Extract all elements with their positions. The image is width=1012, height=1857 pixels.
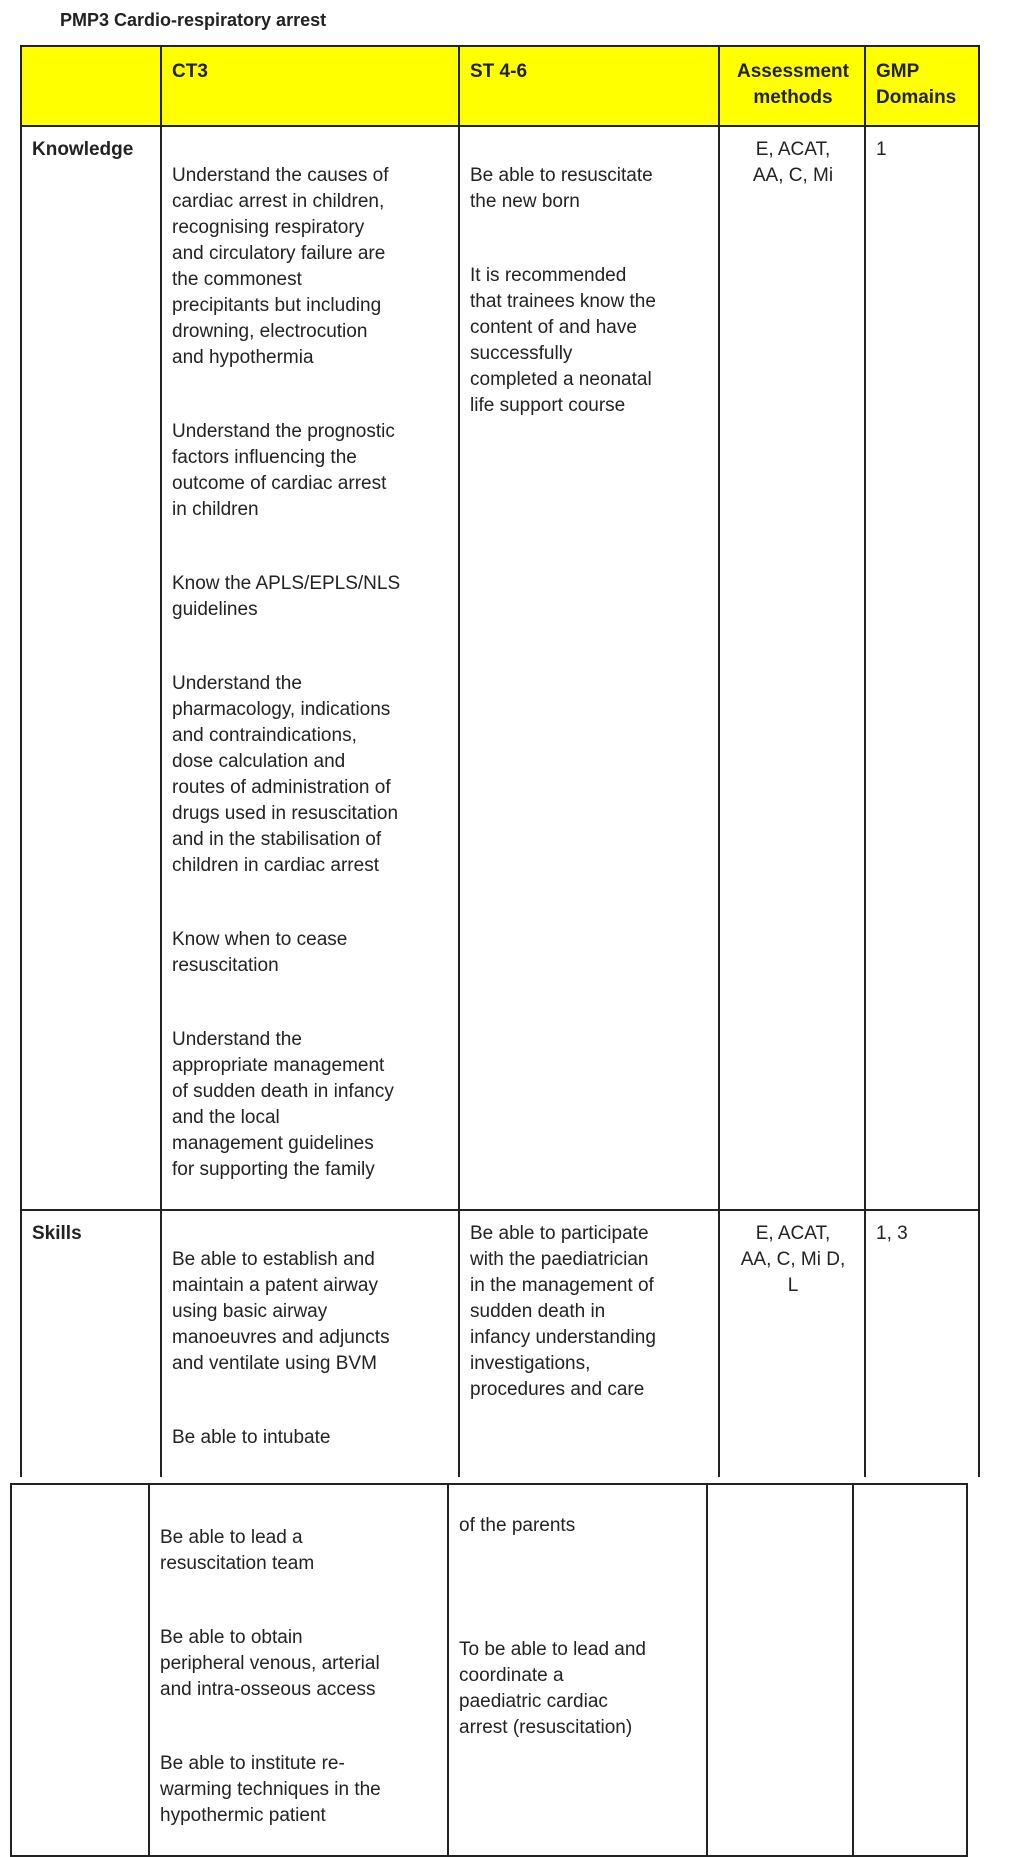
knowledge-ct3-item: Understand the causes of cardiac arrest in children, recognising respiratory and circulatory failure are the commonest precipitants but including drowning, electrocution and hypothermia (172, 165, 389, 368)
header-st: ST 4-6 (459, 46, 719, 126)
document-title: PMP3 Cardio-respiratory arrest (60, 10, 327, 30)
knowledge-st (459, 126, 719, 1210)
header-ct3: CT3 (161, 46, 459, 126)
skills-st: Be able to participate with the paediatrician in the management of sudden death in infancy understanding investigations, procedures and care (459, 1210, 719, 1477)
header-blank (21, 46, 161, 126)
skills-ct3 (161, 1210, 459, 1477)
skills-ct3-continued (149, 1484, 448, 1856)
skills-gmp: 1, 3 (865, 1210, 979, 1477)
skills-assessment-continued (707, 1484, 853, 1856)
skills-ct3-item: Be able to obtain peripheral venous, arterial and intra-osseous access (160, 1627, 380, 1700)
knowledge-st-item: Be able to resuscitate the new born (470, 165, 653, 212)
skills-st-continued (448, 1484, 707, 1856)
skills-st-item: To be able to lead and coordinate a paediatric cardiac arrest (resuscitation) (459, 1639, 646, 1738)
competency-table-page2 (10, 1483, 968, 1857)
skills-ct3-item: Be able to institute re- warming techniques in the hypothermic patient (160, 1753, 381, 1826)
skills-assessment: E, ACAT, AA, C, Mi D, L (719, 1210, 865, 1477)
skills-st-item: of the parents (459, 1515, 576, 1536)
skills-row-continued (11, 1484, 967, 1856)
knowledge-ct3-item: Understand the appropriate management of sudden death in infancy and the local management guidelines for supporting the family (172, 1029, 394, 1180)
row-label-knowledge: Knowledge (21, 126, 161, 1210)
skills-ct3-item: Be able to intubate (172, 1427, 331, 1448)
skills-label-blank (11, 1484, 149, 1856)
skills-ct3-item: Be able to lead a resuscitation team (160, 1527, 315, 1574)
skills-ct3-item: Be able to establish and maintain a patent airway using basic airway manoeuvres and adjuncts and ventilate using BVM (172, 1249, 390, 1374)
skills-row (21, 1210, 979, 1477)
header-assessment: Assessment methods (719, 46, 865, 126)
row-label-skills: Skills (21, 1210, 161, 1477)
header-gmp: GMP Domains (865, 46, 979, 126)
knowledge-ct3-item: Know when to cease resuscitation (172, 929, 348, 976)
header-row (21, 46, 979, 126)
knowledge-ct3-item: Know the APLS/EPLS/NLS guidelines (172, 573, 401, 620)
knowledge-row (21, 126, 979, 1210)
knowledge-gmp: 1 (865, 126, 979, 1210)
knowledge-ct3 (161, 126, 459, 1210)
knowledge-assessment: E, ACAT, AA, C, Mi (719, 126, 865, 1210)
knowledge-ct3-item: Understand the pharmacology, indications and contraindications, dose calculation and routes of administration of drugs used in resuscitation and in the stabilisation of children in cardiac arrest (172, 673, 399, 876)
skills-gmp-continued (853, 1484, 967, 1856)
knowledge-ct3-item: Understand the prognostic factors influencing the outcome of cardiac arrest in children (172, 421, 395, 520)
competency-table-page1 (20, 45, 980, 1477)
knowledge-st-item: It is recommended that trainees know the content of and have successfully completed a neonatal life support course (470, 265, 656, 416)
